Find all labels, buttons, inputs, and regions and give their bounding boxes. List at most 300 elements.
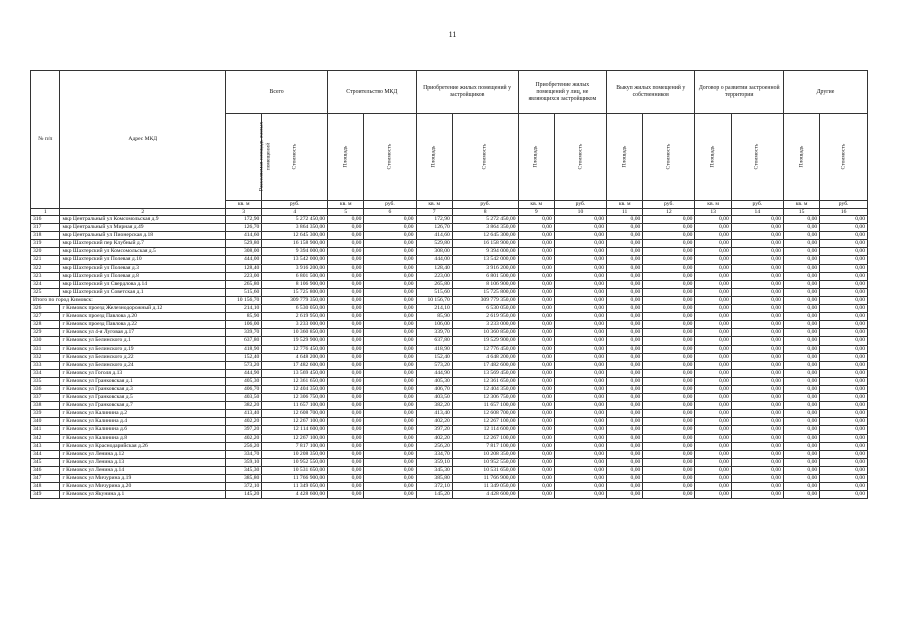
value-cell: 0,00 xyxy=(731,410,783,418)
value-cell: 637,80 xyxy=(416,337,452,345)
value-cell: 12 645 300,00 xyxy=(452,232,518,240)
value-cell: 0,00 xyxy=(328,272,364,280)
value-cell: 0,00 xyxy=(607,434,643,442)
value-cell: 0,00 xyxy=(328,458,364,466)
unit-cell: кв. м xyxy=(695,201,731,209)
value-cell: 0,00 xyxy=(731,280,783,288)
value-cell: 0,00 xyxy=(820,353,868,361)
value-cell: 8 106 900,00 xyxy=(452,280,518,288)
value-cell: 0,00 xyxy=(783,272,819,280)
value-cell: 0,00 xyxy=(643,361,695,369)
value-cell: 0,00 xyxy=(554,402,606,410)
value-cell: 0,00 xyxy=(820,345,868,353)
page-number: 11 xyxy=(448,30,457,39)
value-cell: 0,00 xyxy=(518,369,554,377)
value-cell: 0,00 xyxy=(820,426,868,434)
value-cell: 0,00 xyxy=(820,466,868,474)
value-cell: 0,00 xyxy=(695,442,731,450)
value-cell: 0,00 xyxy=(695,264,731,272)
value-cell: 0,00 xyxy=(695,305,731,313)
header-sub: Стоимость xyxy=(452,114,518,201)
value-cell: 413,40 xyxy=(226,410,262,418)
value-cell: 406,70 xyxy=(416,385,452,393)
value-cell: 214,10 xyxy=(416,305,452,313)
value-cell: 0,00 xyxy=(554,442,606,450)
value-cell: 0,00 xyxy=(731,240,783,248)
value-cell: 0,00 xyxy=(695,272,731,280)
row-number: 329 xyxy=(31,329,60,337)
value-cell: 0,00 xyxy=(695,288,731,296)
value-cell: 0,00 xyxy=(783,353,819,361)
column-number-cell: 9 xyxy=(518,208,554,216)
address-cell: г Кимовск ул Мичурина д.19 xyxy=(60,475,226,483)
value-cell: 418,90 xyxy=(416,345,452,353)
subtotal-value: 309 779 350,00 xyxy=(452,296,518,304)
value-cell: 0,00 xyxy=(783,337,819,345)
value-cell: 12 776 450,00 xyxy=(452,345,518,353)
value-cell: 0,00 xyxy=(328,305,364,313)
value-cell: 12 608 700,00 xyxy=(262,410,328,418)
table-row xyxy=(31,216,868,224)
resettlement-table xyxy=(30,70,868,499)
value-cell: 345,30 xyxy=(416,466,452,474)
value-cell: 0,00 xyxy=(364,450,416,458)
value-cell: 0,00 xyxy=(820,394,868,402)
value-cell: 0,00 xyxy=(783,248,819,256)
value-cell: 0,00 xyxy=(518,475,554,483)
value-cell: 12 306 750,00 xyxy=(262,394,328,402)
value-cell: 0,00 xyxy=(607,491,643,499)
value-cell: 0,00 xyxy=(731,272,783,280)
value-cell: 0,00 xyxy=(328,491,364,499)
value-cell: 0,00 xyxy=(820,450,868,458)
table-row xyxy=(31,280,868,288)
value-cell: 0,00 xyxy=(328,353,364,361)
header-sub: Площадь xyxy=(783,114,819,201)
table-row xyxy=(31,361,868,369)
value-cell: 128,40 xyxy=(416,264,452,272)
value-cell: 0,00 xyxy=(820,280,868,288)
value-cell: 0,00 xyxy=(364,410,416,418)
value-cell: 0,00 xyxy=(731,402,783,410)
value-cell: 0,00 xyxy=(643,450,695,458)
value-cell: 0,00 xyxy=(695,434,731,442)
address-cell: г Кимовск ул Белинского д.24 xyxy=(60,361,226,369)
value-cell: 19 529 900,00 xyxy=(262,337,328,345)
value-cell: 0,00 xyxy=(607,321,643,329)
value-cell: 0,00 xyxy=(643,224,695,232)
address-cell: г Кимовск ул Якунина д.1 xyxy=(60,491,226,499)
value-cell: 0,00 xyxy=(364,426,416,434)
value-cell: 0,00 xyxy=(783,329,819,337)
table-row xyxy=(31,442,868,450)
value-cell: 0,00 xyxy=(820,288,868,296)
value-cell: 0,00 xyxy=(820,377,868,385)
header-sub: Стоимость xyxy=(643,114,695,201)
value-cell: 145,20 xyxy=(226,491,262,499)
value-cell: 15 725 800,00 xyxy=(452,288,518,296)
table-row xyxy=(31,240,868,248)
value-cell: 0,00 xyxy=(607,272,643,280)
value-cell: 6 530 050,00 xyxy=(452,305,518,313)
value-cell: 0,00 xyxy=(731,321,783,329)
address-cell: г Кимовск ул Гранковская д.5 xyxy=(60,394,226,402)
value-cell: 0,00 xyxy=(518,232,554,240)
column-number-cell: 1 xyxy=(31,208,60,216)
row-number: 340 xyxy=(31,418,60,426)
value-cell: 2 619 950,00 xyxy=(452,313,518,321)
value-cell: 0,00 xyxy=(364,248,416,256)
value-cell: 0,00 xyxy=(554,475,606,483)
value-cell: 16 158 900,00 xyxy=(262,240,328,248)
value-cell: 0,00 xyxy=(554,288,606,296)
value-cell: 0,00 xyxy=(364,475,416,483)
value-cell: 10 208 350,00 xyxy=(262,450,328,458)
value-cell: 0,00 xyxy=(643,410,695,418)
value-cell: 0,00 xyxy=(695,313,731,321)
value-cell: 4 428 600,00 xyxy=(452,491,518,499)
value-cell: 11 349 050,00 xyxy=(262,483,328,491)
value-cell: 0,00 xyxy=(643,248,695,256)
address-cell: г Кимовск ул Калинина д.2 xyxy=(60,410,226,418)
value-cell: 0,00 xyxy=(328,329,364,337)
value-cell: 0,00 xyxy=(695,394,731,402)
value-cell: 0,00 xyxy=(783,288,819,296)
value-cell: 0,00 xyxy=(554,240,606,248)
value-cell: 0,00 xyxy=(731,264,783,272)
value-cell: 0,00 xyxy=(607,442,643,450)
subtotal-value: 10 156,70 xyxy=(416,296,452,304)
header-sub: Стоимость xyxy=(262,114,328,201)
value-cell: 397,20 xyxy=(226,426,262,434)
value-cell: 4 648 200,00 xyxy=(262,353,328,361)
value-cell: 0,00 xyxy=(783,216,819,224)
value-cell: 0,00 xyxy=(518,224,554,232)
value-cell: 0,00 xyxy=(643,288,695,296)
value-cell: 0,00 xyxy=(820,491,868,499)
value-cell: 0,00 xyxy=(783,321,819,329)
unit-cell: кв. м xyxy=(226,201,262,209)
value-cell: 334,70 xyxy=(416,450,452,458)
value-cell: 0,00 xyxy=(731,353,783,361)
value-cell: 0,00 xyxy=(364,483,416,491)
value-cell: 0,00 xyxy=(695,483,731,491)
value-cell: 0,00 xyxy=(820,216,868,224)
value-cell: 0,00 xyxy=(328,483,364,491)
value-cell: 0,00 xyxy=(820,337,868,345)
value-cell: 0,00 xyxy=(783,483,819,491)
table-row xyxy=(31,410,868,418)
value-cell: 0,00 xyxy=(731,450,783,458)
value-cell: 6 801 500,00 xyxy=(262,272,328,280)
value-cell: 0,00 xyxy=(328,321,364,329)
value-cell: 13 569 450,00 xyxy=(452,369,518,377)
value-cell: 0,00 xyxy=(820,442,868,450)
value-cell: 0,00 xyxy=(607,426,643,434)
value-cell: 0,00 xyxy=(820,313,868,321)
value-cell: 0,00 xyxy=(731,434,783,442)
header-group-development-agreement: Договор о развитии застроенной территории xyxy=(695,71,783,114)
table-row xyxy=(31,491,868,499)
value-cell: 0,00 xyxy=(731,345,783,353)
address-cell: г Кимовск ул Ленина д.13 xyxy=(60,458,226,466)
value-cell: 0,00 xyxy=(607,264,643,272)
value-cell: 0,00 xyxy=(328,345,364,353)
header-group-total: Всего xyxy=(226,71,328,114)
value-cell: 0,00 xyxy=(364,337,416,345)
value-cell: 0,00 xyxy=(820,240,868,248)
header-sub: Стоимость xyxy=(364,114,416,201)
value-cell: 6 530 050,00 xyxy=(262,305,328,313)
value-cell: 0,00 xyxy=(364,240,416,248)
column-number-cell: 8 xyxy=(452,208,518,216)
value-cell: 5 272 450,00 xyxy=(452,216,518,224)
value-cell: 0,00 xyxy=(643,369,695,377)
value-cell: 0,00 xyxy=(328,377,364,385)
value-cell: 0,00 xyxy=(643,458,695,466)
value-cell: 12 645 300,00 xyxy=(262,232,328,240)
value-cell: 0,00 xyxy=(554,248,606,256)
value-cell: 0,00 xyxy=(643,394,695,402)
value-cell: 0,00 xyxy=(731,426,783,434)
value-cell: 0,00 xyxy=(554,305,606,313)
value-cell: 0,00 xyxy=(695,216,731,224)
value-cell: 402,20 xyxy=(226,434,262,442)
value-cell: 403,50 xyxy=(416,394,452,402)
value-cell: 145,20 xyxy=(416,491,452,499)
value-cell: 382,20 xyxy=(416,402,452,410)
address-cell: г Кимовск проезд Павлова д.20 xyxy=(60,313,226,321)
value-cell: 0,00 xyxy=(518,377,554,385)
value-cell: 444,00 xyxy=(226,256,262,264)
value-cell: 126,70 xyxy=(416,224,452,232)
value-cell: 0,00 xyxy=(364,232,416,240)
value-cell: 0,00 xyxy=(695,361,731,369)
value-cell: 0,00 xyxy=(364,418,416,426)
value-cell: 382,20 xyxy=(226,402,262,410)
row-number: 339 xyxy=(31,410,60,418)
value-cell: 0,00 xyxy=(328,240,364,248)
unit-cell: руб. xyxy=(820,201,868,209)
row-number: 318 xyxy=(31,232,60,240)
value-cell: 3 864 350,00 xyxy=(452,224,518,232)
value-cell: 0,00 xyxy=(607,418,643,426)
value-cell: 3 916 200,00 xyxy=(262,264,328,272)
value-cell: 0,00 xyxy=(364,313,416,321)
value-cell: 0,00 xyxy=(518,394,554,402)
value-cell: 214,10 xyxy=(226,305,262,313)
value-cell: 0,00 xyxy=(364,466,416,474)
value-cell: 0,00 xyxy=(820,410,868,418)
value-cell: 0,00 xyxy=(783,232,819,240)
value-cell: 0,00 xyxy=(695,321,731,329)
value-cell: 0,00 xyxy=(643,337,695,345)
value-cell: 12 608 700,00 xyxy=(452,410,518,418)
value-cell: 0,00 xyxy=(554,353,606,361)
unit-cell: кв. м xyxy=(783,201,819,209)
value-cell: 0,00 xyxy=(820,272,868,280)
value-cell: 0,00 xyxy=(643,466,695,474)
value-cell: 0,00 xyxy=(820,483,868,491)
table-row xyxy=(31,224,868,232)
value-cell: 0,00 xyxy=(518,240,554,248)
value-cell: 12 361 650,00 xyxy=(262,377,328,385)
value-cell: 0,00 xyxy=(820,369,868,377)
row-number: 323 xyxy=(31,272,60,280)
column-numbers-row xyxy=(31,208,868,216)
value-cell: 0,00 xyxy=(364,329,416,337)
address-cell: мкр Шахтерский ул Свердлова д.14 xyxy=(60,280,226,288)
value-cell: 0,00 xyxy=(731,232,783,240)
value-cell: 256,20 xyxy=(416,442,452,450)
value-cell: 0,00 xyxy=(518,264,554,272)
table-row xyxy=(31,305,868,313)
value-cell: 0,00 xyxy=(364,442,416,450)
value-cell: 0,00 xyxy=(607,232,643,240)
row-number: 346 xyxy=(31,466,60,474)
header-sub: Расселяемая площадь жилых помещений xyxy=(226,114,262,201)
header-sub: Площадь xyxy=(328,114,364,201)
value-cell: 0,00 xyxy=(328,337,364,345)
column-number-cell: 11 xyxy=(607,208,643,216)
address-cell: г Кимовск ул Белинского д.19 xyxy=(60,345,226,353)
value-cell: 0,00 xyxy=(328,288,364,296)
value-cell: 0,00 xyxy=(364,288,416,296)
value-cell: 0,00 xyxy=(328,426,364,434)
value-cell: 0,00 xyxy=(731,491,783,499)
value-cell: 0,00 xyxy=(695,329,731,337)
value-cell: 12 267 100,00 xyxy=(452,418,518,426)
value-cell: 0,00 xyxy=(607,475,643,483)
row-number: 321 xyxy=(31,256,60,264)
value-cell: 0,00 xyxy=(731,361,783,369)
value-cell: 3 233 000,00 xyxy=(262,321,328,329)
value-cell: 0,00 xyxy=(695,256,731,264)
value-cell: 0,00 xyxy=(328,475,364,483)
value-cell: 0,00 xyxy=(783,426,819,434)
address-cell: г Кимовск ул Белинского д.22 xyxy=(60,353,226,361)
value-cell: 0,00 xyxy=(518,288,554,296)
value-cell: 0,00 xyxy=(695,491,731,499)
address-cell: г Кимовск ул Гоголя д.13 xyxy=(60,369,226,377)
value-cell: 2 619 950,00 xyxy=(262,313,328,321)
value-cell: 3 233 000,00 xyxy=(452,321,518,329)
value-cell: 402,20 xyxy=(416,434,452,442)
row-number: 345 xyxy=(31,458,60,466)
value-cell: 529,80 xyxy=(226,240,262,248)
address-cell: г Кимовск ул Ленина д.12 xyxy=(60,450,226,458)
value-cell: 0,00 xyxy=(364,402,416,410)
value-cell: 0,00 xyxy=(695,385,731,393)
table-row xyxy=(31,450,868,458)
address-cell: мкр Шахтерский ул Комсомольская д.5 xyxy=(60,248,226,256)
value-cell: 0,00 xyxy=(731,313,783,321)
row-number: 348 xyxy=(31,483,60,491)
value-cell: 3 864 350,00 xyxy=(262,224,328,232)
value-cell: 0,00 xyxy=(518,329,554,337)
address-cell: г Кимовск ул 4-я Луговая д.17 xyxy=(60,329,226,337)
value-cell: 5 272 450,00 xyxy=(262,216,328,224)
table-body xyxy=(31,216,868,499)
value-cell: 0,00 xyxy=(328,248,364,256)
value-cell: 13 569 450,00 xyxy=(262,369,328,377)
value-cell: 0,00 xyxy=(364,369,416,377)
value-cell: 0,00 xyxy=(607,288,643,296)
row-number: 338 xyxy=(31,402,60,410)
value-cell: 0,00 xyxy=(731,256,783,264)
value-cell: 0,00 xyxy=(783,410,819,418)
value-cell: 10 531 650,00 xyxy=(262,466,328,474)
value-cell: 0,00 xyxy=(364,377,416,385)
subtotal-value: 0,00 xyxy=(607,296,643,304)
value-cell: 0,00 xyxy=(518,426,554,434)
table-row xyxy=(31,418,868,426)
value-cell: 0,00 xyxy=(643,321,695,329)
table-row xyxy=(31,264,868,272)
header-address: Адрес МКД xyxy=(60,71,226,209)
value-cell: 0,00 xyxy=(364,224,416,232)
value-cell: 0,00 xyxy=(364,216,416,224)
value-cell: 0,00 xyxy=(518,361,554,369)
value-cell: 0,00 xyxy=(518,418,554,426)
value-cell: 0,00 xyxy=(554,280,606,288)
value-cell: 0,00 xyxy=(643,353,695,361)
value-cell: 0,00 xyxy=(328,418,364,426)
address-cell: мкр Шахтерский ул Полевая д.8 xyxy=(60,272,226,280)
value-cell: 0,00 xyxy=(783,442,819,450)
value-cell: 223,00 xyxy=(416,272,452,280)
unit-cell: руб. xyxy=(262,201,328,209)
header-sub: Стоимость xyxy=(731,114,783,201)
value-cell: 7 817 100,00 xyxy=(262,442,328,450)
row-number: 317 xyxy=(31,224,60,232)
value-cell: 0,00 xyxy=(328,216,364,224)
value-cell: 11 766 900,00 xyxy=(452,475,518,483)
value-cell: 0,00 xyxy=(518,313,554,321)
value-cell: 0,00 xyxy=(820,329,868,337)
value-cell: 0,00 xyxy=(518,345,554,353)
value-cell: 0,00 xyxy=(607,216,643,224)
value-cell: 0,00 xyxy=(607,410,643,418)
column-number-cell: 4 xyxy=(262,208,328,216)
value-cell: 0,00 xyxy=(364,345,416,353)
value-cell: 12 404 350,00 xyxy=(452,385,518,393)
value-cell: 0,00 xyxy=(820,458,868,466)
value-cell: 0,00 xyxy=(364,385,416,393)
table-row xyxy=(31,329,868,337)
value-cell: 0,00 xyxy=(328,361,364,369)
value-cell: 0,00 xyxy=(607,248,643,256)
value-cell: 0,00 xyxy=(518,491,554,499)
subtotal-row xyxy=(31,296,868,304)
value-cell: 0,00 xyxy=(731,483,783,491)
address-cell: мкр Шахтерский ул Полевая д.3 xyxy=(60,264,226,272)
address-cell: мкр Шахтерский ул Полевая д.10 xyxy=(60,256,226,264)
value-cell: 0,00 xyxy=(607,337,643,345)
value-cell: 0,00 xyxy=(554,321,606,329)
value-cell: 0,00 xyxy=(820,385,868,393)
value-cell: 12 776 450,00 xyxy=(262,345,328,353)
value-cell: 0,00 xyxy=(328,313,364,321)
value-cell: 0,00 xyxy=(820,264,868,272)
value-cell: 0,00 xyxy=(783,450,819,458)
value-cell: 0,00 xyxy=(518,272,554,280)
value-cell: 0,00 xyxy=(518,483,554,491)
row-number: 342 xyxy=(31,434,60,442)
table-row xyxy=(31,288,868,296)
header-sub: Площадь xyxy=(416,114,452,201)
value-cell: 0,00 xyxy=(643,402,695,410)
